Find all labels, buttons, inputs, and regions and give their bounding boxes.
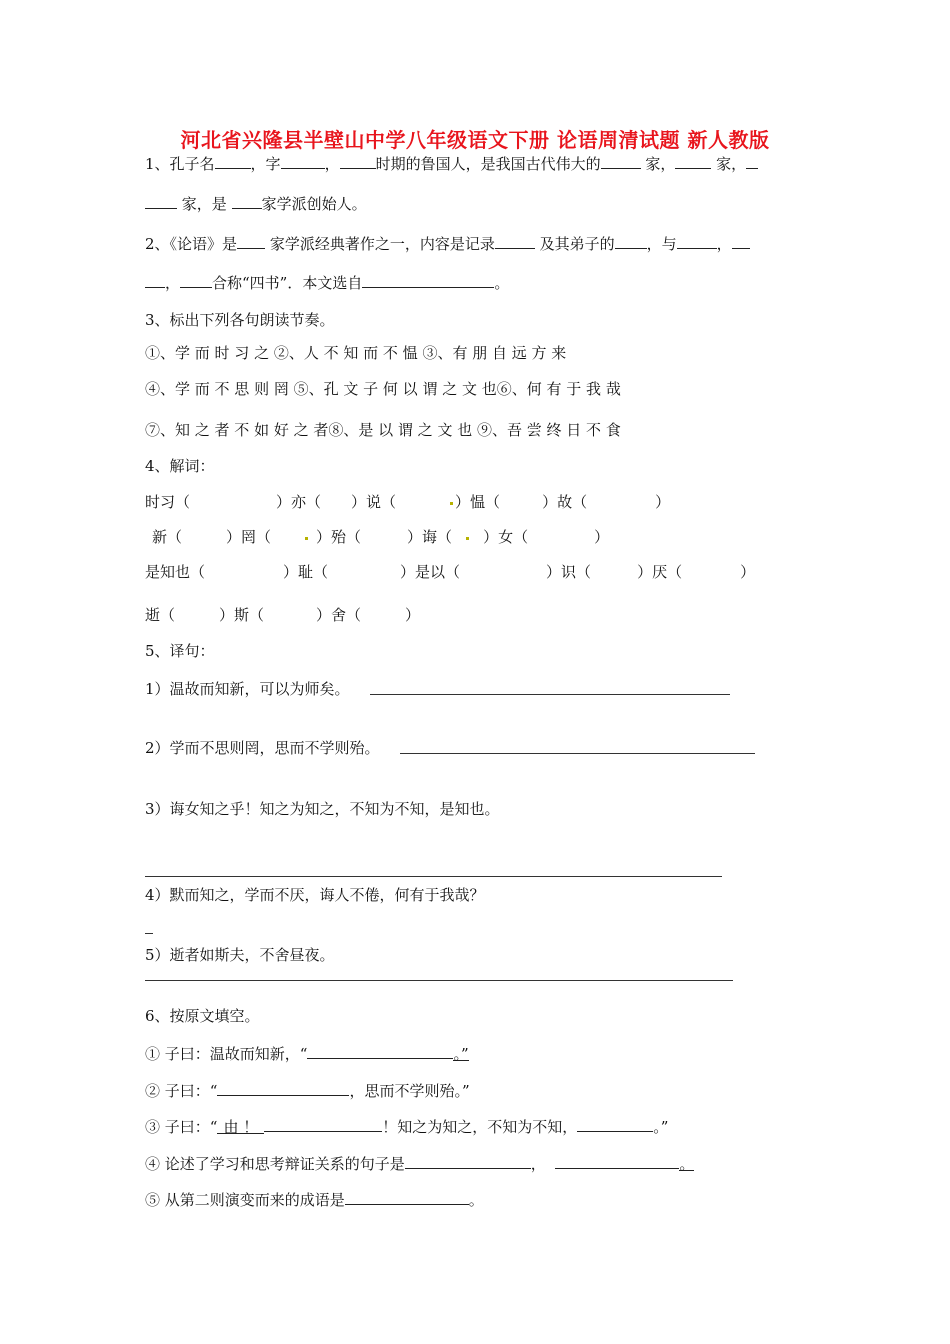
q6-line-1: ① 子曰：温故而知新，“ 。” (145, 1042, 469, 1064)
blank[interactable] (677, 232, 717, 249)
answer-line[interactable] (400, 753, 755, 754)
blank[interactable] (675, 152, 711, 169)
q5-sentence-4: 4）默而知之，学而不厌，诲人不倦，何有于我哉？ (145, 886, 485, 904)
blank[interactable] (746, 152, 758, 169)
q4-row-4: 逝（ ）斯（ ）舍（ ） (145, 606, 421, 624)
blank[interactable] (281, 152, 325, 169)
q3-heading: 3、标出下列各句朗读节奏。 (145, 311, 335, 329)
blank[interactable] (577, 1115, 653, 1132)
q6-line-3: ③ 子曰：“ 由 ！ ！知之为知之，不知为不知， 。” (145, 1115, 668, 1137)
blank[interactable] (615, 232, 647, 249)
q5-sentence-1: 1）温故而知新，可以为师矣。 (145, 680, 350, 698)
blank[interactable] (340, 152, 376, 169)
q3-row-1: ①、学 而 时 习 之 ②、人 不 知 而 不 愠 ③、有 朋 自 远 方 来 (145, 344, 567, 362)
marker-dot (305, 537, 308, 540)
blank[interactable] (237, 232, 265, 249)
q4-heading: 4、解词： (145, 457, 215, 475)
blank[interactable] (180, 271, 212, 288)
marker-dot (450, 502, 453, 505)
blank[interactable] (555, 1152, 679, 1169)
answer-line[interactable] (145, 980, 733, 981)
answer-line[interactable] (370, 694, 730, 695)
q6-heading: 6、按原文填空。 (145, 1007, 260, 1025)
q4-row-2: 新（ ）罔（ ）殆（ ）诲（ ）女（ ） (152, 528, 610, 546)
q3-row-2: ④、学 而 不 思 则 罔 ⑤、孔 文 子 何 以 谓 之 文 也⑥、何 有 于 我 哉 (145, 380, 621, 398)
blank[interactable] (405, 1152, 531, 1169)
blank[interactable] (732, 232, 750, 249)
answer-line[interactable] (145, 933, 153, 934)
blank[interactable] (145, 271, 165, 288)
q3-row-3: ⑦、知 之 者 不 如 好 之 者⑧、是 以 谓 之 文 也 ⑨、吾 尝 终 日 不 食 (145, 421, 621, 439)
q2-line-1: 2、《论语》是 家学派经典著作之一，内容是记录 及其弟子的 ，与 ， (145, 232, 750, 254)
blank[interactable] (307, 1042, 453, 1059)
q6-line-2: ② 子曰：“ ，思而不学则殆。” (145, 1079, 470, 1101)
q5-sentence-3: 3）诲女知之乎！知之为知之，不知为不知，是知也。 (145, 800, 500, 818)
page-title: 河北省兴隆县半壁山中学八年级语文下册 论语周清试题 新人教版 (180, 128, 770, 152)
answer-line[interactable] (145, 876, 722, 877)
q1-line-2: 家，是 家学派创始人。 (145, 192, 367, 214)
q6-line-5: ⑤ 从第二则演变而来的成语是 。 (145, 1188, 484, 1210)
blank[interactable] (217, 1079, 349, 1096)
blank[interactable] (215, 152, 251, 169)
q4-row-3: 是知也（ ）耻（ ）是以（ ）识（ ）厌（ ） (145, 563, 756, 581)
blank[interactable] (601, 152, 641, 169)
q2-line-2: ， 合称“四书”．本文选自 。 (145, 271, 509, 293)
marker-dot (466, 537, 469, 540)
blank[interactable] (345, 1188, 469, 1205)
blank[interactable] (495, 232, 535, 249)
q5-sentence-2: 2）学而不思则罔，思而不学则殆。 (145, 739, 380, 757)
q6-line-4: ④ 论述了学习和思考辩证关系的句子是 ， 。 (145, 1152, 694, 1174)
q4-row-1: 时习（ ）亦（ ）说（ ）愠（ ）故（ ） (145, 493, 671, 511)
blank[interactable] (264, 1115, 382, 1132)
blank[interactable] (362, 271, 494, 288)
q5-sentence-5: 5）逝者如斯夫，不舍昼夜。 (145, 946, 335, 964)
blank[interactable] (145, 192, 177, 209)
blank[interactable] (232, 192, 262, 209)
q1-line-1: 1、孔子名 ，字 ， 时期的鲁国人，是我国古代伟大的 家， 家， (145, 152, 758, 174)
q5-heading: 5、译句： (145, 642, 215, 660)
